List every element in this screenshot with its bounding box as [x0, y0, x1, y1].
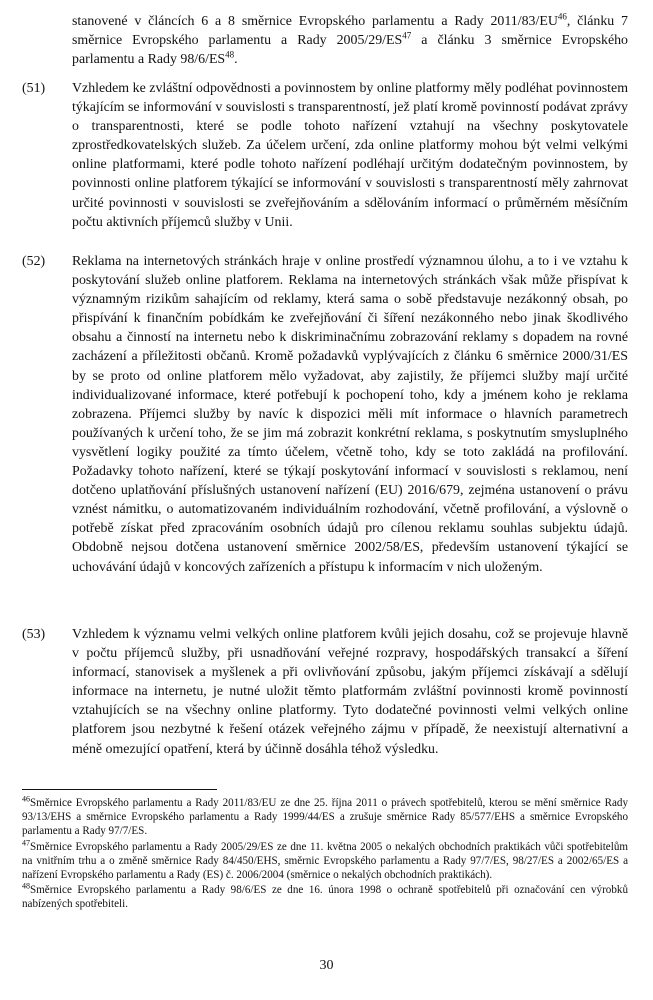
footnotes-section: [22, 796, 628, 913]
continuation-text: , článku 7 směrnice Evropského parlamentu a Rady 2005/29/ES: [72, 14, 628, 49]
recital-52: [22, 252, 628, 577]
recital-text: Reklama na internetových stránkách hraje v online prostředí významnou úlohu, a to i ve vztahu k poskytování služeb online platforem. Reklama na internetových stránkách však může přispívat k významným rizikům sahajícím od reklamy, která sama o sobě představuje nezákonný obsah, po přispívání k finančním pobídkám ke zveřejňování či šíření nezákonného nebo jinak škodlivého obsahu a činností na internetu nebo k diskriminačnímu zobrazování reklamy s dopadem na rovné zacházení a příležitosti občanů. Kromě požadavků vyplývajících z článku 6 směrnice 2000/31/ES by se proto od online platforem mělo vyžadovat, aby zajistily, že příjemci služby mají určité individualizované informace, které potřebují k pochopení toho, kdy a jménem koho je reklama zobrazena. Příjemci služby by navíc k dispozici měli mít informace o hlavních parametrech používaných k určení toho, že se jim má zobrazit konkrétní reklama, s poskytnutím smysluplného vysvětlení logiky použité za tímto účelem, včetně toho, kdy se toto zakládá na profilování. Požadavky tohoto nařízení, které se týkají poskytování informací v souvislosti s reklamou, není dotčeno uplatňování příslušných ustanovení nařízení (EU) 2016/679, zejména ustanovení o právu vznést námitku, o automatizovaném individuálním rozhodování, včetně profilování, a výslovně o potřebě získat před zpracováním osobních údajů pro cílenou reklamu souhlas subjektu údajů. Obdobně nejsou dotčena ustanovení směrnice 2002/58/ES, především ustanovení týkající se uchovávání údajů v koncových zařízeních a přístupu k informacím v nich uloženým.: [72, 254, 628, 575]
footnote-separator: [22, 789, 217, 790]
page-number: 30: [319, 958, 334, 973]
footnote-marker[interactable]: 46: [557, 11, 567, 22]
footnote-48: [22, 883, 628, 911]
continuation-text: a článku 3 směrnice Evropského parlamentu a Rady 98/6/ES: [72, 33, 628, 68]
footnote-text: Směrnice Evropského parlamentu a Rady 2011/83/EU ze dne 25. října 2011 o právech spotřebitelů, kterou se mění směrnice Rady 93/13/EHS a směrnice Evropského parlamentu a Rady 1999/44/ES a zrušuje směrnice Rady 85/577/EHS a směrnice Evropského parlamentu a Rady 97/7/ES.: [22, 797, 628, 838]
recital-number: (52): [22, 254, 46, 269]
recital-51: [22, 79, 628, 232]
footnote-marker[interactable]: 48: [225, 49, 235, 60]
footnote-text: Směrnice Evropského parlamentu a Rady 98/6/ES ze dne 16. února 1998 o ochraně spotřebitelů při označování cen výrobků nabízených spotřebiteli.: [22, 884, 628, 911]
recital-text: Vzhledem ke zvláštní odpovědnosti a povinnostem by online platformy měly podléhat povinnostem týkajícím se informování v souvislosti s transparentností, jež platí kromě povinností podávat zprávy o transparentnosti, které se podle tohoto nařízení vztahují na všechny poskytovatele zprostředkovatelských služeb. Za účelem určení, zda online platformy mohou být velmi velkými online platformami, které podle tohoto nařízení podléhají určitým dodatečným povinnostem, by povinnosti online platforem týkající se informování v souvislosti s transparentností měly zahrnovat určité povinnosti v souvislosti se zveřejňováním a sdělováním informací o průměrném měsíčním počtu aktivních příjemců služby v Unii.: [72, 81, 628, 230]
recital-number: (51): [22, 81, 46, 96]
footnote-ref: 46: [22, 794, 30, 804]
continuation-text: .: [234, 52, 238, 68]
footnote-47: [22, 837, 628, 883]
continuation-text: stanovené v článcích 6 a 8 směrnice Evropského parlamentu a Rady 2011/83/EU: [72, 14, 558, 29]
paragraph-continuation: [72, 12, 628, 69]
footnote-marker[interactable]: 47: [402, 30, 412, 41]
recital-text: Vzhledem k významu velmi velkých online platforem kvůli jejich dosahu, což se projevuje hlavně v počtu příjemců služby, při usnadňování veřejné rozpravy, hospodářských transakcí a šíření informací, stanovisek a myšlenek a při ovlivňování způsobu, jakým příjemci získávají a sdělují informace na internetu, je nutné uložit těmto platformám zvláštní povinnosti kromě povinností vztahujících se na všechny online platformy. Tyto dodatečné povinnosti velmi velkých online platforem jsou nezbytné k řešení otázek veřejného zájmu v případě, že neexistují alternativní a méně omezující opatření, která by účinně dosáhla téhož výsledku.: [72, 627, 628, 757]
footnote-ref: 48: [22, 881, 30, 891]
footnote-text: Směrnice Evropského parlamentu a Rady 2005/29/ES ze dne 11. května 2005 o nekalých obchodních praktikách vůči spotřebitelům na vnitřním trhu a o změně směrnice Rady 84/450/EHS, směrnic Evropského parlamentu a Rady 97/7/ES, 98/27/ES a 2002/65/ES a nařízení Evropského parlamentu a Rady (ES) č. 2006/2004 (směrnice o nekalých obchodních praktikách).: [22, 840, 628, 882]
recital-number: (53): [22, 627, 46, 642]
footnote-ref: 47: [22, 837, 30, 847]
footnote-46: [22, 796, 628, 839]
recital-53: [22, 625, 628, 759]
